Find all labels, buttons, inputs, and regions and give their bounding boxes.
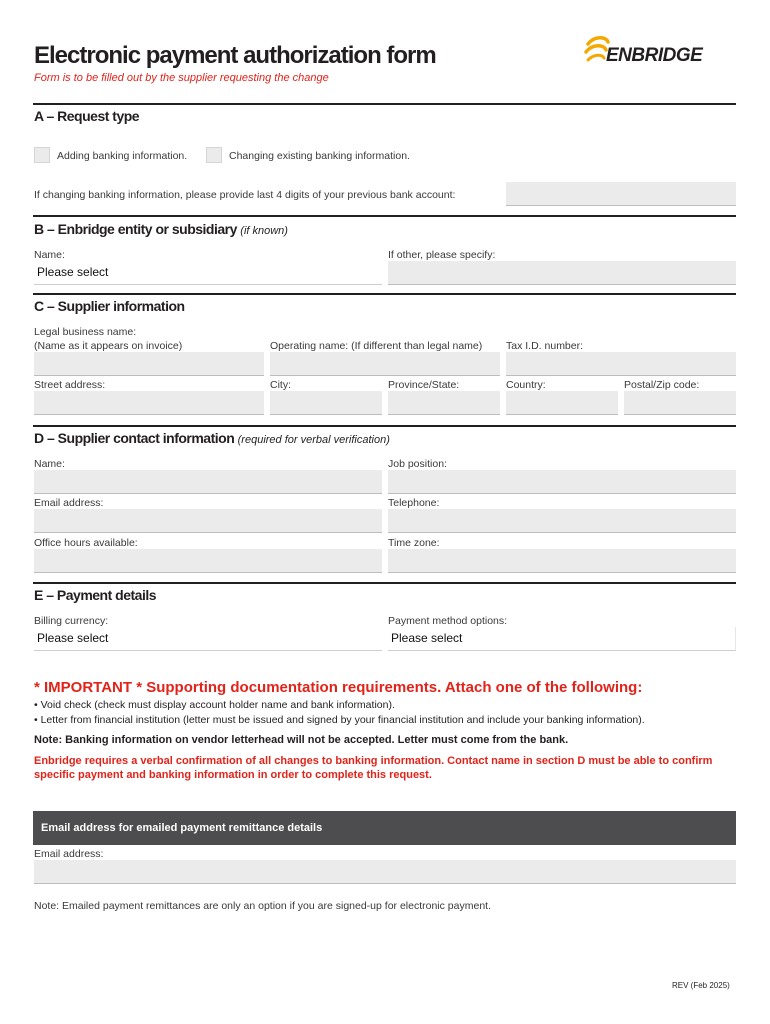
legal-name-sublabel: (Name as it appears on invoice) (34, 340, 183, 352)
operating-name-input[interactable] (270, 352, 500, 376)
section-b-title-text: B – Enbridge entity or subsidiary (34, 221, 237, 237)
section-d-title-text: D – Supplier contact information (34, 430, 235, 446)
logo-wordmark: ENBRIDGE (606, 45, 703, 66)
remittance-email-label: Email address: (34, 848, 104, 860)
last4-label: If changing banking information, please provide last 4 digits of your previous bank account: (34, 189, 456, 201)
section-d-title (34, 430, 390, 446)
country-label: Country: (506, 379, 546, 391)
section-c-title: C – Supplier information (34, 298, 185, 314)
important-heading: * IMPORTANT * Supporting documentation requirements. Attach one of the following: (34, 679, 643, 696)
province-label: Province/State: (388, 379, 460, 391)
changing-banking-checkbox[interactable] (206, 147, 222, 163)
payment-method-select[interactable]: Please select (388, 627, 736, 651)
telephone-input[interactable] (388, 509, 736, 533)
contact-email-label: Email address: (34, 497, 104, 509)
office-hours-label: Office hours available: (34, 537, 138, 549)
page-subtitle: Form is to be filled out by the supplier requesting the change (34, 72, 329, 84)
operating-name-label: Operating name: (If different than legal name) (270, 340, 483, 352)
adding-banking-checkbox[interactable] (34, 147, 50, 163)
job-position-label: Job position: (388, 458, 447, 470)
contact-name-input[interactable] (34, 470, 382, 494)
job-position-input[interactable] (388, 470, 736, 494)
telephone-label: Telephone: (388, 497, 440, 509)
verbal-confirmation-note: Enbridge requires a verbal confirmation of all changes to banking information. Contact name in section D must be able to confirm specific payment and banking information in order to complete this request. (34, 755, 713, 781)
postal-input[interactable] (624, 391, 736, 415)
entity-name-select[interactable]: Please select (34, 261, 382, 285)
legal-name-label: Legal business name: (34, 326, 137, 338)
remittance-header-title: Email address for emailed payment remittance details (41, 822, 323, 834)
section-divider (33, 215, 736, 217)
contact-name-label: Name: (34, 458, 65, 470)
country-input[interactable] (506, 391, 618, 415)
remittance-email-input[interactable] (34, 860, 736, 884)
street-label: Street address: (34, 379, 106, 391)
contact-email-input[interactable] (34, 509, 382, 533)
section-divider (33, 293, 736, 295)
time-zone-input[interactable] (388, 549, 736, 573)
section-divider (33, 103, 736, 105)
letterhead-note: Note: Banking information on vendor letterhead will not be accepted. Letter must come from the bank. (34, 734, 569, 746)
remittance-footnote: Note: Emailed payment remittances are only an option if you are signed-up for electronic payment. (34, 900, 491, 912)
section-a-title: A – Request type (34, 108, 140, 124)
office-hours-input[interactable] (34, 549, 382, 573)
city-label: City: (270, 379, 291, 391)
changing-banking-label: Changing existing banking information. (229, 150, 410, 162)
section-e-title: E – Payment details (34, 587, 157, 603)
page-title: Electronic payment authorization form (34, 42, 436, 69)
entity-name-label: Name: (34, 249, 65, 261)
postal-label: Postal/Zip code: (624, 379, 700, 391)
province-input[interactable] (388, 391, 500, 415)
street-input[interactable] (34, 391, 264, 415)
billing-currency-label: Billing currency: (34, 615, 109, 627)
section-d-note: (required for verbal verification) (237, 434, 390, 446)
section-b-note: (if known) (240, 225, 288, 237)
section-divider (33, 425, 736, 427)
section-divider (33, 582, 736, 584)
section-b-title (34, 221, 288, 237)
city-input[interactable] (270, 391, 382, 415)
last4-input[interactable] (506, 182, 736, 206)
tax-id-label: Tax I.D. number: (506, 340, 584, 352)
tax-id-input[interactable] (506, 352, 736, 376)
entity-other-input[interactable] (388, 261, 736, 285)
revision-label: REV (Feb 2025) (672, 981, 730, 990)
adding-banking-label: Adding banking information. (57, 150, 188, 162)
time-zone-label: Time zone: (388, 537, 440, 549)
entity-other-label: If other, please specify: (388, 249, 496, 261)
requirement-bank-letter: • Letter from financial institution (letter must be issued and signed by your financial institution and include your banking information). (34, 714, 645, 726)
payment-method-label: Payment method options: (388, 615, 508, 627)
billing-currency-select[interactable]: Please select (34, 627, 382, 651)
legal-name-input[interactable] (34, 352, 264, 376)
requirement-void-check: • Void check (check must display account holder name and bank information). (34, 699, 395, 711)
